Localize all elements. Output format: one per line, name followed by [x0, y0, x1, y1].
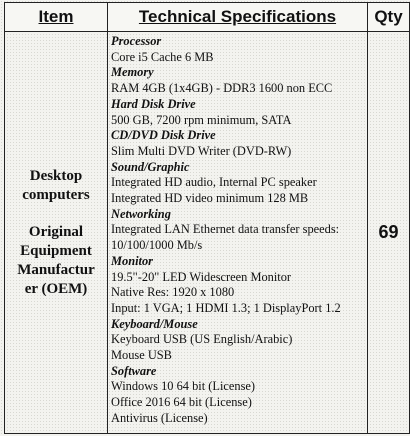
header-item-label: Item	[38, 7, 74, 26]
spec-heading: CD/DVD Disk Drive	[111, 128, 216, 143]
spec-group	[111, 207, 367, 254]
spec-group	[111, 317, 367, 364]
spec-heading: Keyboard/Mouse	[111, 316, 198, 331]
qty-cell	[368, 32, 410, 434]
spec-heading: Networking	[111, 206, 171, 221]
spec-line: Mouse USB	[111, 348, 172, 363]
spec-group	[111, 160, 367, 207]
spec-heading: Processor	[111, 34, 162, 48]
spec-line: Integrated HD video minimum 128 MB	[111, 191, 309, 206]
spec-line: 10/100/1000 Mb/s	[111, 238, 203, 253]
qty-value: 69	[378, 222, 399, 242]
spec-group	[111, 65, 367, 96]
item-oem-line: Equipment	[20, 242, 92, 259]
item-cell	[5, 32, 108, 434]
spec-heading: Memory	[111, 65, 154, 80]
spec-group	[111, 254, 367, 317]
spec-heading: Monitor	[111, 253, 154, 268]
spec-line: Office 2016 64 bit (License)	[111, 395, 252, 410]
spec-line: Antivirus (License)	[111, 410, 208, 425]
spec-line: Integrated LAN Ethernet data transfer speeds:	[111, 222, 340, 237]
spec-table	[4, 2, 410, 434]
item-oem-line: er (OEM)	[24, 280, 88, 297]
spec-line: Keyboard USB (US English/Arabic)	[111, 332, 293, 347]
header-qty-label: Qty	[374, 7, 403, 26]
spec-line: Windows 10 64 bit (License)	[111, 379, 256, 394]
spec-line: Input: 1 VGA; 1 HDMI 1.3; 1 DisplayPort 1.2	[111, 300, 341, 315]
header-spec-label: Technical Specifications	[138, 7, 337, 26]
spec-line: Slim Multi DVD Writer (DVD-RW)	[111, 143, 292, 158]
spec-heading: Sound/Graphic	[111, 159, 190, 174]
spec-heading: Hard Disk Drive	[111, 96, 196, 111]
item-name-line: computers	[22, 186, 90, 203]
spec-group	[111, 364, 367, 427]
header-item	[5, 3, 108, 32]
spec-group	[111, 97, 367, 128]
spec-line: 19.5"-20" LED Widescreen Monitor	[111, 269, 292, 284]
spec-line: Core i5 Cache 6 MB	[111, 49, 214, 64]
item-oem-line: Original	[28, 223, 84, 240]
table-row	[5, 32, 410, 434]
header-spec	[108, 3, 368, 32]
spec-cell	[108, 32, 368, 434]
spec-line: Native Res: 1920 x 1080	[111, 285, 235, 300]
item-name-line: Desktop	[29, 167, 83, 184]
item-oem-line: Manufactur	[17, 261, 95, 278]
spec-line: 500 GB, 7200 rpm minimum, SATA	[111, 112, 292, 127]
spec-line: RAM 4GB (1x4GB) - DDR3 1600 non ECC	[111, 81, 333, 96]
spec-line: Integrated HD audio, Internal PC speaker	[111, 175, 317, 190]
spec-group	[111, 128, 367, 159]
header-qty	[368, 3, 410, 32]
spec-heading: Software	[111, 363, 157, 378]
header-row	[5, 3, 410, 32]
spec-group	[111, 34, 367, 65]
